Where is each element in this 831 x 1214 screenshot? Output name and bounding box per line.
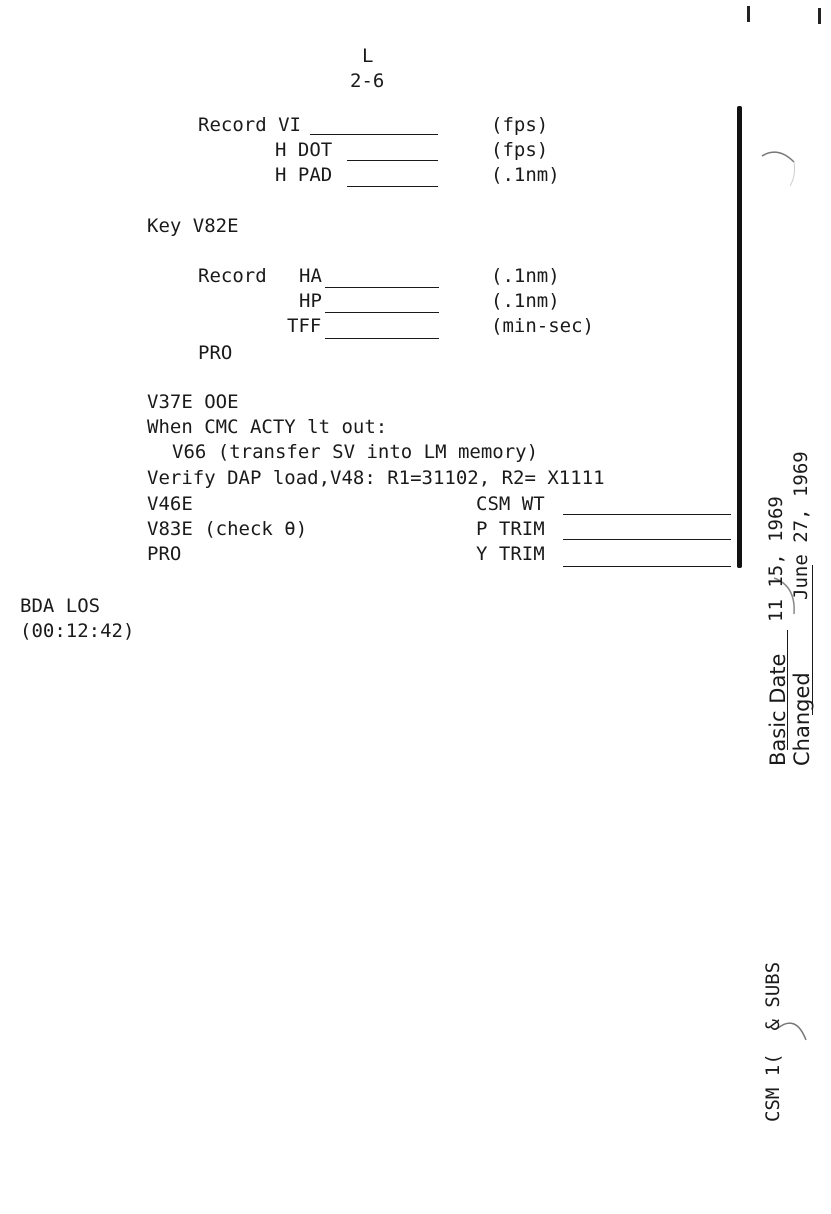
tff-blank[interactable] [325,338,439,339]
y-trim-label: Y TRIM [476,543,545,565]
revision-margin-bar [737,106,742,568]
ha-blank[interactable] [325,287,439,288]
step-verify-dap: Verify DAP load,V48: R1=31102, R2= X1111 [147,467,605,489]
pro-step-2: PRO [147,543,182,565]
tff-label: TFF [287,315,322,337]
step-v83e: V83E (check θ) [147,518,308,540]
changed-date-value: June 27, 1969 [790,451,812,600]
h-dot-unit: (fps) [491,139,549,161]
hp-unit: (.1nm) [491,290,560,312]
p-trim-label: P TRIM [476,518,545,540]
record-vi-blank[interactable] [310,134,438,135]
tff-unit: (min-sec) [491,315,594,337]
h-pad-unit: (.1nm) [491,164,560,186]
bda-los-label: BDA LOS [20,595,101,617]
step-v37e: V37E OOE [147,391,239,413]
binder-hole-shadow-top [760,146,800,196]
hp-label: HP [299,290,322,312]
csm-wt-blank[interactable] [563,514,731,515]
basic-date-label: Basic Date [766,653,790,766]
step-v66: V66 (transfer SV into LM memory) [172,441,539,463]
step-when-cmc: When CMC ACTY lt out: [147,416,388,438]
ha-label: HA [299,265,322,287]
h-pad-label: H PAD [275,164,333,186]
changed-label: Changed [790,672,814,766]
record-vi-unit: (fps) [491,114,549,136]
basic-date-value: 11 15, 1969 [765,496,787,622]
h-pad-blank[interactable] [347,186,438,187]
bda-los-time: (00:12:42) [20,620,135,642]
record-label: Record [198,265,267,287]
page-number: 2-6 [350,70,385,92]
y-trim-blank[interactable] [563,566,731,567]
record-vi-label: Record VI [198,114,301,136]
edge-tick-left [747,6,750,22]
h-dot-label: H DOT [275,139,333,161]
csm-wt-label: CSM WT [476,493,545,515]
document-id: CSM 1( & SUBS [762,961,784,1122]
step-v46e: V46E [147,493,193,515]
p-trim-blank[interactable] [563,539,731,540]
h-dot-blank[interactable] [347,160,438,161]
key-v82e: Key V82E [147,215,239,237]
edge-tick-right [818,8,821,24]
section-letter: L [362,45,374,67]
hp-blank[interactable] [325,312,439,313]
ha-unit: (.1nm) [491,265,560,287]
pro-step-1: PRO [198,342,233,364]
